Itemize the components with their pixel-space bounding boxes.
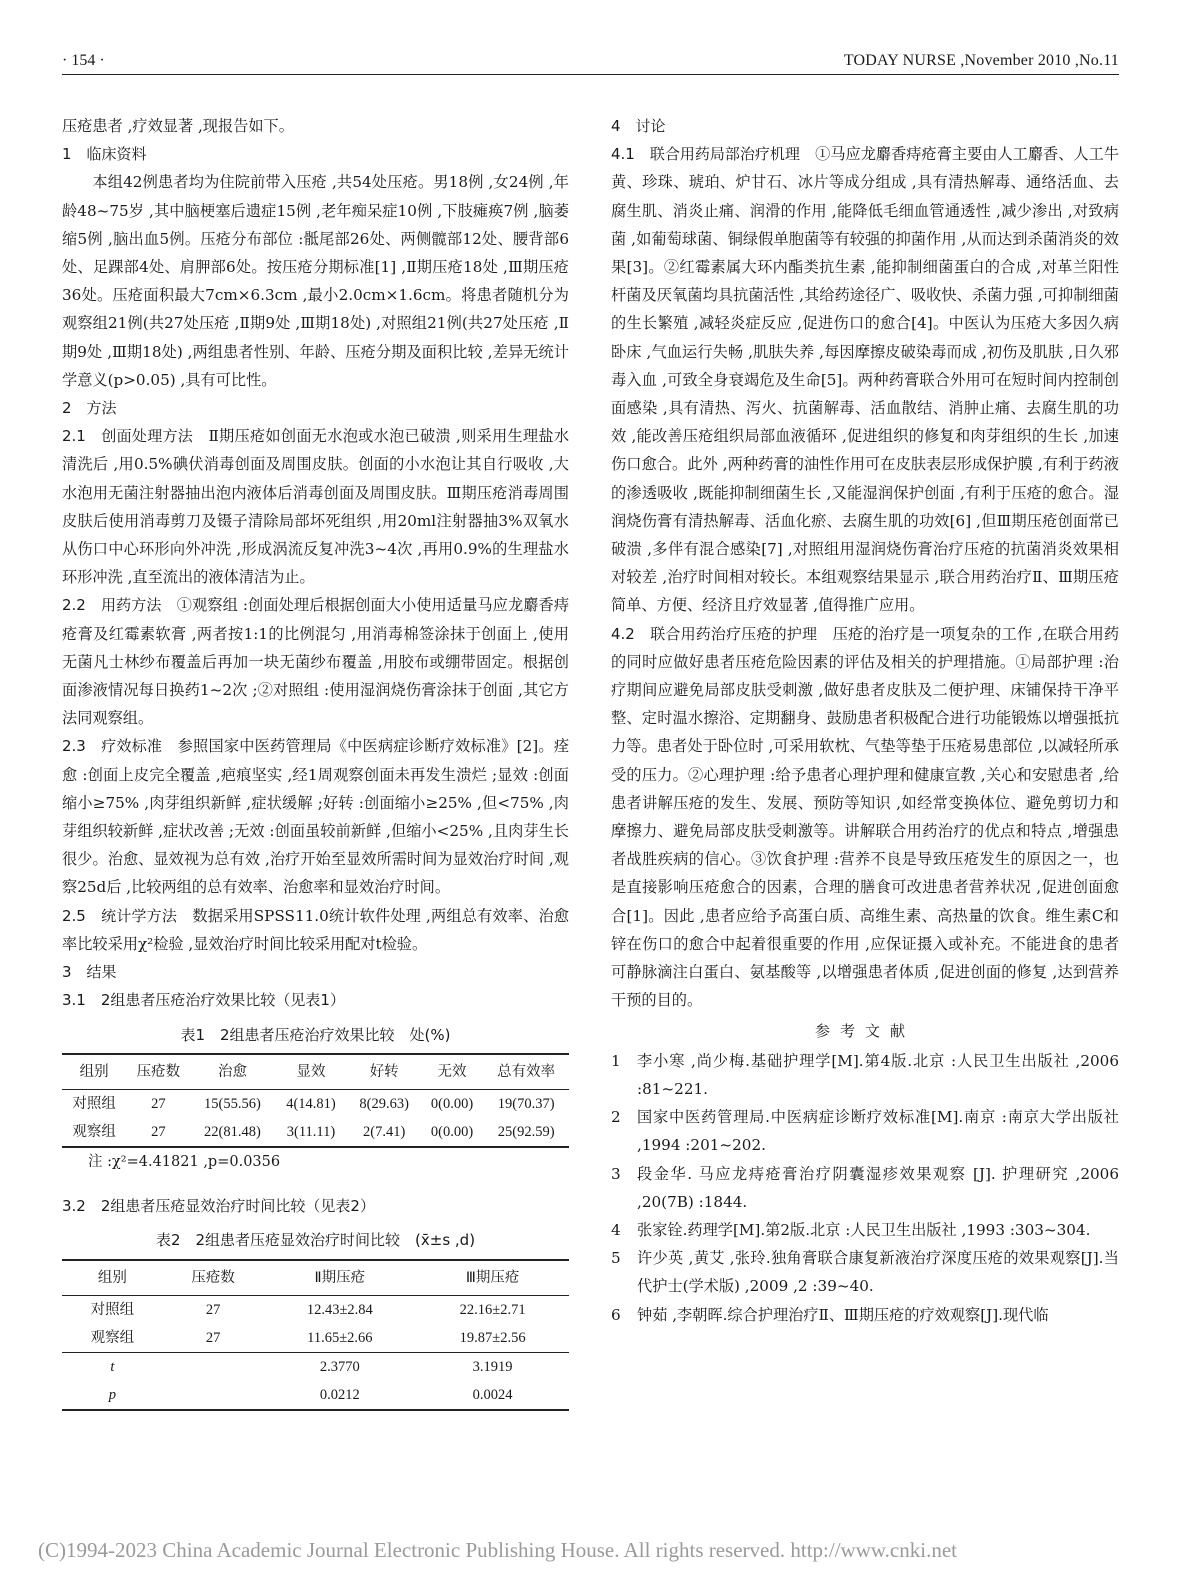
reference-item: [611, 1244, 1119, 1300]
section-1-body: 本组42例患者均为住院前带入压疮 ,共54处压疮。男18例 ,女24例 ,年龄48~75岁 ,其中脑梗塞后遗症15例 ,老年痴呆症10例 ,下肢瘫痪7例 ,脑萎缩5例 ,脑出血5例。压疮分布部位 :骶尾部26处、两侧髋部12处、腰背部6处、足踝部4处、肩胛部6处。按压疮分期标准[1] ,Ⅱ期压疮18处 ,Ⅲ期压疮36处。压疮面积最大7cm×6.3cm ,最小2.0cm×1.6cm。将患者随机分为观察组21例(共27处压疮 ,Ⅱ期9处 ,Ⅲ期18处) ,对照组21例(共27处压疮 ,Ⅱ期9处 ,Ⅲ期18处) ,两组患者性别、年龄、压疮分期及面积比较 ,差异无统计学意义(p>0.05) ,具有可比性。: [62, 173, 569, 389]
reference-number: 3: [611, 1164, 621, 1183]
table-row: [62, 1295, 569, 1324]
section-2-5: [62, 902, 569, 958]
table-header-cell: Ⅱ期压疮: [263, 1260, 416, 1296]
table-cell: 对照组: [90, 1301, 135, 1318]
right-column: [611, 112, 1119, 1329]
table-header-cell: 无效: [421, 1054, 483, 1090]
table-header-cell: 压疮数: [163, 1260, 264, 1296]
table-cell: 0.0024: [472, 1386, 513, 1403]
section-4-1-title: 4.1 联合用药局部治疗机理: [611, 145, 800, 164]
section-3-title: 3 结果: [62, 963, 117, 982]
section-3-1-title: 3.1 2组患者压疮治疗效果比较（见表1）: [62, 991, 345, 1010]
section-3-2-title: 3.2 2组患者压疮显效治疗时间比较（见表2）: [62, 1197, 375, 1216]
section-2-1: [62, 422, 569, 591]
section-2-2: [62, 591, 569, 732]
section-2-2-body: ①观察组 :创面处理后根据创面大小使用适量马应龙麝香痔疮膏及红霉素软膏 ,两者按1:1的比例混匀 ,用消毒棉签涂抹于创面上 ,使用无菌凡士林纱布覆盖后再加一块无菌纱布覆盖 ,用胶布或绷带固定。根据创面渗液情况每日换药1~2次 ;②对照组 :使用湿润烧伤膏涂抹于创面 ,其它方法同观察组。: [62, 596, 570, 728]
table-cell: 0.0212: [319, 1386, 360, 1403]
section-2-2-title: 2.2 用药方法: [62, 596, 162, 615]
section-4-2-body: 压疮的治疗是一项复杂的工作 ,在联合用药的同时应做好患者压疮危险因素的评估及相关的护理措施。①局部护理 :治疗期间应避免局部皮肤受刺激 ,做好患者皮肤及二便护理、床铺保持干净平整、定时温水擦浴、定期翻身、鼓励患者积极配合进行功能锻炼以增强抵抗力等。患者处于卧位时 ,可采用软枕、气垫等垫于压疮易患部位 ,以减轻所承受的压力。②心理护理 :给予患者心理护理和健康宣教 ,关心和安慰患者 ,给患者讲解压疮的发生、发展、预防等知识 ,如经常变换体位、避免剪切力和摩擦力、避免局部皮肤受刺激等。讲解联合用药治疗的优点和特点 ,增强患者战胜疾病的信心。③饮食护理 :营养不良是导致压疮发生的原因之一，也是直接影响压疮愈合的因素，合理的膳食可改进患者营养状况 ,促进创面愈合[1]。因此 ,患者应给予高蛋白质、高维生素、高热量的饮食。维生素C和锌在伤口的愈合中起着很重要的作用 ,应保证摄入或补充。不能进食的患者可静脉滴注白蛋白、氨基酸等 ,以增强患者体质 ,促进创面的修复 ,达到营养干预的目的。: [611, 624, 1120, 1010]
copyright-footer: (C)1994-2023 China Academic Journal Electronic Publishing House. All rights reserved. http://www.cnki.net: [38, 1538, 957, 1562]
reference-text: 国家中医药管理局.中医病症诊断疗效标准[M].南京 :南京大学出版社 ,1994 :201~202.: [637, 1108, 1119, 1155]
reference-text: 李小寒 ,尚少梅.基础护理学[M].第4版.北京 :人民卫生出版社 ,2006 :81~221.: [637, 1051, 1119, 1098]
table-cell: 0(0.00): [430, 1123, 474, 1140]
section-2-3-body: 参照国家中医药管理局《中医病症诊断疗效标准》[2]。痊愈 :创面上皮完全覆盖 ,疤痕坚实 ,经1周观察创面未再发生溃烂 ;显效 :创面缩小≥75% ,肉芽组织新鲜 ,症状缓解 ;好转 :创面缩小≥25% ,但<75% ,肉芽组织较新鲜 ,症状改善 ;无效 :创面虽较前新鲜 ,但缩小<25% ,且肉芽生长很少。治愈、显效视为总有效 ,治疗开始至显效所需时间为显效治疗时间 ,观察25d后 ,比较两组的总有效率、治愈率和显效治疗时间。: [62, 737, 570, 897]
reference-item: [611, 1160, 1119, 1216]
table-2-caption: 表2 2组患者压疮显效治疗时间比较 (x̄±s ,d): [155, 1231, 476, 1250]
table-cell: 19(70.37): [497, 1095, 555, 1112]
table-cell: [163, 1352, 264, 1381]
intro-text: 压疮患者 ,疗效显著 ,现报告如下。: [62, 117, 294, 135]
reference-item: [611, 1103, 1119, 1159]
table-cell: 11.65±2.66: [307, 1329, 373, 1346]
table-cell: 22.16±2.71: [459, 1301, 526, 1318]
table-cell: 8(29.63): [359, 1095, 409, 1112]
reference-text: 钟茹 ,李朝晖.综合护理治疗Ⅱ、Ⅲ期压疮的疗效观察[J].现代临: [637, 1305, 1049, 1324]
table-cell: 3.1919: [416, 1352, 569, 1381]
table-cell: [163, 1381, 264, 1410]
table-header-cell: 压疮数: [126, 1054, 190, 1090]
table-cell: 0(0.00): [430, 1095, 474, 1112]
table-cell: 27: [151, 1123, 166, 1140]
table-row: [62, 1352, 569, 1381]
reference-text: 张家铨.药理学[M].第2版.北京 :人民卫生出版社 ,1993 :303~304.: [637, 1220, 1091, 1239]
table-header-cell: Ⅲ期压疮: [416, 1260, 569, 1296]
table-cell: 27: [151, 1095, 166, 1112]
table-cell: p: [108, 1386, 116, 1403]
table-cell: 15(55.56): [204, 1095, 261, 1112]
reference-number: 6: [611, 1305, 621, 1324]
table-cell: 对照组: [72, 1095, 116, 1112]
section-4-2: [611, 620, 1119, 1015]
section-2-1-title: 2.1 创面处理方法: [62, 427, 193, 446]
table-cell: 12.43±2.84: [306, 1301, 373, 1318]
reference-number: 2: [611, 1108, 621, 1127]
table-header-cell: 好转: [348, 1054, 421, 1090]
section-2-3-title: 2.3 疗效标准: [62, 737, 163, 756]
reference-item: [611, 1216, 1119, 1244]
table-cell: 3(11.11): [286, 1123, 336, 1140]
section-4-2-title: 4.2 联合用药治疗压疮的护理: [611, 624, 818, 643]
table-row: [62, 1089, 569, 1118]
page-number: · 154 ·: [62, 52, 105, 69]
table-cell: 22(81.48): [204, 1123, 261, 1140]
table-cell: t: [62, 1352, 163, 1381]
reference-number: 4: [611, 1220, 621, 1239]
table-cell: 4(14.81): [286, 1095, 336, 1112]
reference-item: [611, 1047, 1119, 1103]
table-header-cell: 组别: [62, 1054, 126, 1090]
reference-item: [611, 1301, 1119, 1329]
table-1-caption: 表1 2组患者压疮治疗效果比较 处(%): [180, 1025, 451, 1044]
page-header: [62, 44, 1119, 75]
table-header-cell: 治愈: [191, 1054, 275, 1090]
table-row: [62, 1324, 569, 1353]
reference-number: 5: [611, 1249, 621, 1268]
section-4-1: [611, 140, 1119, 619]
table-cell: 观察组: [72, 1123, 116, 1140]
reference-text: 许少英 ,黄艾 ,张玲.独角膏联合康复新液治疗深度压疮的效果观察[J].当代护士(学术版) ,2009 ,2 :39~40.: [637, 1249, 1119, 1296]
section-1-title: 1 临床资料: [62, 145, 147, 164]
table-header-cell: 显效: [274, 1054, 347, 1090]
section-4-title: 4 讨论: [611, 117, 666, 135]
section-2-5-body: 数据采用SPSS11.0统计软件处理 ,两组总有效率、治愈率比较采用χ²检验 ,显效治疗时间比较采用配对t检验。: [62, 906, 570, 953]
reference-number: 1: [611, 1051, 621, 1070]
table-cell: 27: [205, 1301, 221, 1318]
journal-title: TODAY NURSE ,November 2010 ,No.11: [843, 52, 1119, 69]
table-1-note: 注 :χ²=4.41821 ,p=0.0356: [88, 1153, 281, 1170]
section-2-1-body: Ⅱ期压疮如创面无水泡或水泡已破溃 ,则采用生理盐水清洗后 ,用0.5%碘伏消毒创面及周围皮肤。创面的小水泡让其自行吸收 ,大水泡用无菌注射器抽出泡内液体后消毒创面及周围皮肤。Ⅲ期压疮消毒周围皮肤后使用消毒剪刀及镊子清除局部坏死组织 ,用20ml注射器抽3%双氧水从伤口中心环形向外冲洗 ,形成涡流反复冲洗3~4次 ,再用0.9%的生理盐水环形冲洗 ,直至流出的液体清洁为止。: [62, 427, 570, 587]
table-header-cell: 组别: [62, 1260, 163, 1296]
section-2-3: [62, 732, 569, 901]
table-cell: 27: [205, 1329, 221, 1346]
table-header-cell: 总有效率: [483, 1054, 569, 1090]
table-cell: 25(92.59): [497, 1123, 555, 1140]
table-1: [62, 1053, 569, 1148]
section-4-1-body: ①马应龙麝香痔疮膏主要由人工麝香、人工牛黄、珍珠、琥珀、炉甘石、冰片等成分组成 ,具有清热解毒、通络活血、去腐生肌、消炎止痛、润滑的作用 ,能降低毛细血管通透性 ,减少渗出 ,对致病菌 ,如葡萄球菌、铜绿假单胞菌等有较强的抑菌作用 ,从而达到杀菌消炎的效果[3]。②红霉素属大环内酯类抗生素 ,能抑制细菌蛋白的合成 ,对革兰阳性杆菌及厌氧菌均具抗菌活性 ,其给药途径广、吸收快、杀菌力强 ,可抑制细菌的生长繁殖 ,减轻炎症反应 ,促进伤口的愈合[4]。中医认为压疮大多因久病卧床 ,气血运行失畅 ,肌肤失养 ,每因摩擦皮破染毒而成 ,初伤及肌肤 ,日久邪毒入血 ,可致全身衰竭危及生命[5]。两种药膏联合外用可在短时间内控制创面感染 ,具有清热、泻火、抗菌解毒、活血散结、消肿止痛、去腐生肌的功效 ,能改善压疮组织局部血液循环 ,促进组织的修复和肉芽组织的生长 ,加速伤口愈合。此外 ,两种药膏的油性作用可在皮肤表层形成保护膜 ,有利于药液的渗透吸收 ,既能抑制细菌生长 ,又能湿润保护创面 ,有利于压疮的愈合。湿润烧伤膏有清热解毒、活血化瘀、去腐生肌的功效[6] ,但Ⅲ期压疮创面常已破溃 ,多伴有混合感染[7] ,对照组用湿润烧伤膏治疗压疮的抗菌消炎效果相对较差 ,治疗时间相对较长。本组观察结果显示 ,联合用药治疗Ⅱ、Ⅲ期压疮简单、方便、经济且疗效显著 ,值得推广应用。: [611, 145, 1120, 615]
table-cell: 2(7.41): [363, 1123, 406, 1140]
table-row: [62, 1118, 569, 1147]
references-title: 参考文献: [814, 1021, 915, 1040]
left-column: [62, 112, 569, 1411]
table-cell: 2.3770: [263, 1352, 416, 1381]
section-2-title: 2 方法: [62, 399, 117, 418]
table-row: [62, 1381, 569, 1410]
section-2-5-title: 2.5 统计学方法: [62, 906, 178, 925]
reference-text: 段金华. 马应龙痔疮膏治疗阴囊湿疹效果观察 [J]. 护理研究 ,2006 ,20(7B) :1844.: [637, 1164, 1119, 1211]
table-2: [62, 1259, 569, 1411]
table-cell: 19.87±2.56: [459, 1329, 526, 1346]
table-cell: 观察组: [90, 1329, 135, 1346]
